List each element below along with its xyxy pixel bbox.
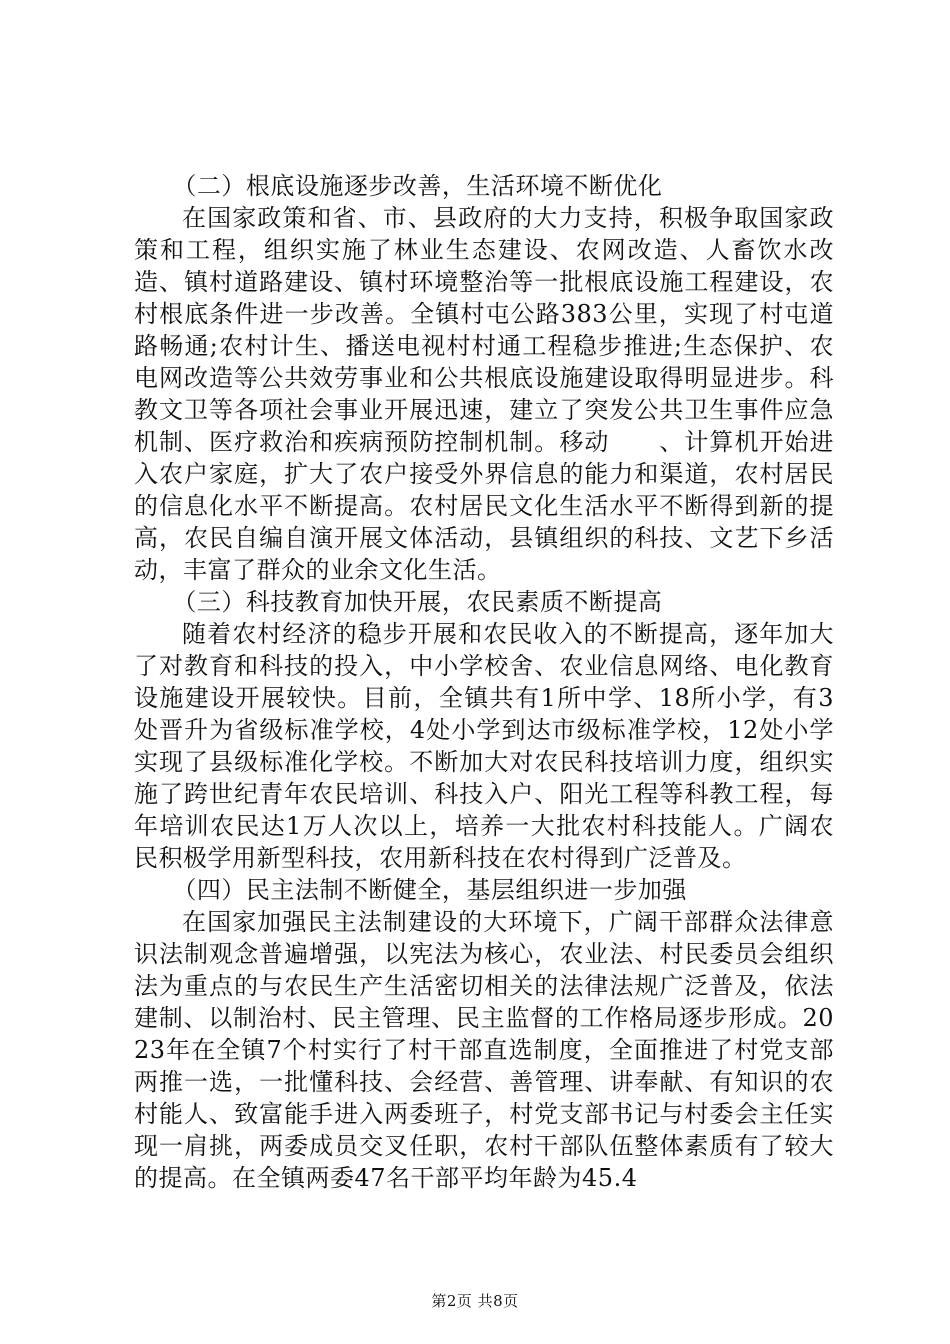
section-paragraph-3: 随着农村经济的稳步开展和农民收入的不断提高，逐年加大了对教育和科技的投入，中小学校舍、农业信息网络、电化教育设施建设开展较快。目前，全镇共有1所中学、18所小学，有3处晋升为省级标准学校，4处小学到达市级标准学校，12处小学实现了县级标准化学校。不断加大对农民科技培训力度，组织实施了跨世纪青年农民培训、科技入户、阳光工程等科教工程，每年培训农民达1万人次以上，培养一大批农村科技能人。广阔农民积极学用新型科技，农用新科技在农村得到广泛普及。 <box>134 620 834 872</box>
page-footer: 第2页 共8页 <box>431 1292 519 1310</box>
section-heading-4: （四）民主法制不断健全，基层组织进一步加强 <box>172 876 687 904</box>
section-heading-2: （二）根底设施逐步改善，生活环境不断优化 <box>172 172 663 200</box>
section-paragraph-2: 在国家政策和省、市、县政府的大力支持，积极争取国家政策和工程，组织实施了林业生态建设、农网改造、人畜饮水改造、镇村道路建设、镇村环境整治等一批根底设施工程建设，农村根底条件进一步改善。全镇村屯公路383公里，实现了村屯道路畅通;农村计生、播送电视村村通工程稳步推进;生态保护、农电网改造等公共效劳事业和公共根底设施建设取得明显进步。科教文卫等各项社会事业开展迅速，建立了突发公共卫生事件应急机制、医疗救治和疾病预防控制机制。移动 、计算机开始进入农户家庭，扩大了农户接受外界信息的能力和渠道，农村居民的信息化水平不断提高。农村居民文化生活水平不断得到新的提高，农民自编自演开展文体活动，县镇组织的科技、文艺下乡活动，丰富了群众的业余文化生活。 <box>134 204 834 584</box>
section-heading-3: （三）科技教育加快开展，农民素质不断提高 <box>172 588 663 616</box>
document-body <box>134 170 834 1194</box>
section-paragraph-4: 在国家加强民主法制建设的大环境下，广阔干部群众法律意识法制观念普遍增强，以宪法为核心，农业法、村民委员会组织法为重点的与农民生产生活密切相关的法律法规广泛普及，依法建制、以制治村、民主管理、民主监督的工作格局逐步形成。2023年在全镇7个村实行了村干部直选制度，全面推进了村党支部两推一选，一批懂科技、会经营、善管理、讲奉献、有知识的农村能人、致富能手进入两委班子，村党支部书记与村委会主任实现一肩挑，两委成员交叉任职，农村干部队伍整体素质有了较大的提高。在全镇两委47名干部平均年龄为45.4 <box>134 908 834 1192</box>
